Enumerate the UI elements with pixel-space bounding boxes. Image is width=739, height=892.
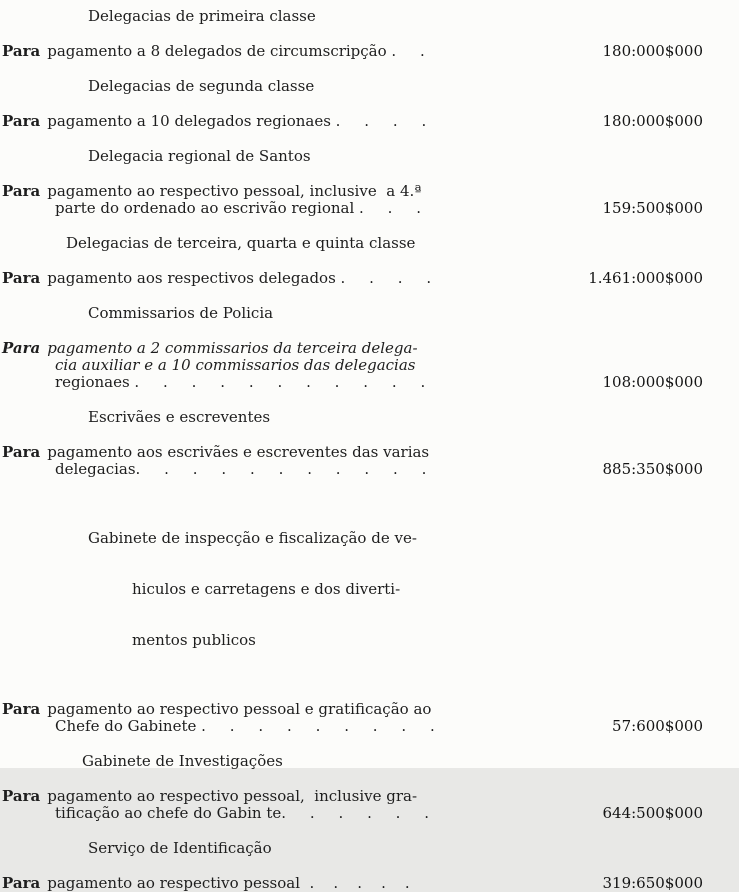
entry-line-text: pagamento ao respectivo pessoal . . . . . [47, 874, 410, 892]
section-escrivaes-e-escreventes [2, 409, 739, 478]
budget-entry [2, 270, 739, 287]
entry-lead-word: Para [2, 182, 41, 200]
budget-entry [2, 444, 739, 478]
heading-line: Gabinete de inspecção e fiscalização de ve- [88, 529, 417, 547]
entry-amount: 180:000$000 [602, 112, 703, 130]
heading-line: hiculos e carretagens e dos diverti- [132, 580, 401, 598]
entry-amount: 644:500$000 [602, 804, 703, 822]
entry-text [2, 701, 553, 735]
section-gabinete-inspeccao-fiscalizacao [2, 496, 739, 735]
entry-line-text: pagamento ao respectivo pessoal, inclusive a 4.ª [47, 182, 422, 200]
section-delegacias-segunda-classe [2, 78, 739, 130]
entry-amount: 57:600$000 [612, 717, 703, 735]
entry-line [2, 444, 553, 461]
entry-lead-word: Para [2, 112, 41, 130]
section-heading [88, 496, 739, 683]
section-delegacias-primeira-classe [2, 8, 739, 60]
entry-line-text: pagamento ao respectivo pessoal e gratificação ao [47, 700, 432, 718]
entry-line [2, 183, 553, 200]
entry-amount: 180:000$000 [602, 42, 703, 60]
entry-amount: 885:350$000 [602, 460, 703, 478]
entry-amount: 108:000$000 [602, 373, 703, 391]
section-heading: Serviço de Identificação [88, 839, 272, 857]
entry-text [2, 43, 553, 60]
entry-amount: 319:650$000 [602, 874, 703, 892]
heading-line: mentos publicos [132, 631, 256, 649]
budget-entry [2, 113, 739, 130]
entry-line [2, 701, 553, 718]
entry-line: parte do ordenado ao escrivão regional . . . [55, 199, 422, 217]
entry-line-text: pagamento a 2 commissarios da terceira delega- [47, 339, 418, 357]
entry-line: Chefe do Gabinete . . . . . . . . . [55, 717, 435, 735]
section-heading: Delegacias de terceira, quarta e quinta classe [66, 234, 416, 252]
section-delegacias-terceira-quarta-quinta [2, 235, 739, 287]
entry-line [2, 788, 553, 805]
entry-text [2, 788, 553, 822]
section-gabinete-de-investigacoes [2, 753, 739, 822]
entry-text [2, 183, 553, 217]
entry-text [2, 340, 553, 391]
budget-entry [2, 340, 739, 391]
budget-entry [2, 43, 739, 60]
section-delegacia-regional-santos [2, 148, 739, 217]
entry-line [2, 113, 553, 130]
entry-text [2, 444, 553, 478]
entry-lead-word: Para [2, 42, 41, 60]
entry-line: tificação ao chefe do Gabin te. . . . . . [55, 804, 430, 822]
entry-lead-word: Para [2, 269, 41, 287]
section-commissarios-de-policia [2, 305, 739, 391]
entry-line [2, 875, 553, 892]
entry-text [2, 270, 553, 287]
budget-entry [2, 875, 739, 892]
entry-line: delegacias. . . . . . . . . . . [55, 460, 427, 478]
entry-line-text: pagamento a 10 delegados regionaes . . . . [47, 112, 427, 130]
entry-text [2, 875, 553, 892]
entry-lead-word: Para [2, 700, 41, 718]
entry-line-text: pagamento a 8 delegados de circumscripção . . [47, 42, 425, 60]
entry-text [2, 113, 553, 130]
entry-amount: 159:500$000 [602, 199, 703, 217]
section-servico-de-identificacao [2, 840, 739, 892]
entry-lead-word: Para [2, 787, 41, 805]
section-heading: Commissarios de Policia [88, 304, 274, 322]
entry-line [2, 270, 553, 287]
section-heading: Gabinete de Investigações [82, 752, 283, 770]
entry-line: regionaes . . . . . . . . . . . [55, 373, 426, 391]
budget-entry [2, 183, 739, 217]
entry-line: cia auxiliar e a 10 commissarios das delegacias [55, 356, 416, 374]
entry-amount: 1.461:000$000 [588, 269, 703, 287]
entry-lead-word: Para [2, 443, 41, 461]
budget-entry [2, 788, 739, 822]
entry-lead-word: Para [2, 874, 41, 892]
entry-lead-word: Para [2, 339, 41, 357]
budget-entry [2, 701, 739, 735]
section-heading: Delegacias de segunda classe [88, 77, 315, 95]
section-heading: Delegacias de primeira classe [88, 7, 316, 25]
entry-line [2, 43, 553, 60]
entry-line-text: pagamento aos respectivos delegados . . . . [47, 269, 432, 287]
entry-line [2, 340, 553, 357]
entry-line-text: pagamento ao respectivo pessoal, inclusive gra- [47, 787, 418, 805]
section-heading: Escrivães e escreventes [88, 408, 271, 426]
entry-line-text: pagamento aos escrivães e escreventes das varias [47, 443, 430, 461]
section-heading: Delegacia regional de Santos [88, 147, 311, 165]
